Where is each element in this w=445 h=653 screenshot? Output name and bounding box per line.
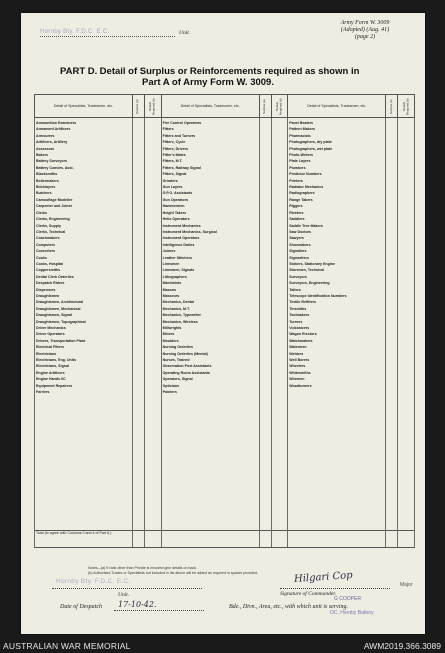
specialist-cell: Coachmakers [35, 235, 133, 241]
part-label: PART D. [60, 66, 98, 77]
specialist-cell: Coppersmiths [35, 267, 133, 273]
surplus-cell[interactable] [386, 523, 398, 530]
specialist-cell: Welders [288, 351, 386, 357]
specialist-cell: Plate Layers [288, 158, 386, 164]
specialist-cell: Signwriters [288, 255, 386, 261]
specialist-cell: Storemen, Technical [288, 267, 386, 273]
specialist-cell: Assessors [35, 146, 133, 152]
specialist-cell: Painters [161, 389, 259, 395]
unit-label-bottom: Unit. [118, 592, 130, 598]
rank-label: Major [400, 582, 413, 588]
specialist-cell: Camouflage Modeller [35, 197, 133, 203]
specialist-cell: Shoemakers [288, 242, 386, 248]
specialist-cell: Fitters, Cycle [161, 139, 259, 145]
unit-stamp-bottom: Hornby Bty. F.D.C. E.C. [56, 578, 131, 585]
specialist-cell: Stokers, Stationary Engine [288, 261, 386, 267]
specialist-cell: Cooks [35, 255, 133, 261]
total-label: Total (to agree with Columns 3 and 4 of Part A.) [35, 530, 133, 547]
total-row [35, 530, 415, 547]
specialist-cell: Draughtsmen, Signal [35, 312, 133, 318]
specialist-cell: Tailors [288, 287, 386, 293]
specialist-cell: Gun Operators [161, 197, 259, 203]
surplus-cell[interactable] [386, 118, 398, 127]
specialist-cell: Draughtsmen [35, 293, 133, 299]
col-header-specialist: Detail of Specialists, Tradesmen, etc. [35, 95, 133, 118]
specialist-cell: Clerks, Technical [35, 229, 133, 235]
total-cell [161, 530, 259, 547]
specialist-cell: Mechanics, Typewriter [161, 312, 259, 318]
specialist-cell: Masseurs [161, 293, 259, 299]
specialist-cell: Toolmakers [288, 312, 386, 318]
specialist-cell: Mechanics, Dental [161, 299, 259, 305]
total-cell [386, 530, 398, 547]
specialist-cell: Opticians [161, 383, 259, 389]
specialist-cell: Fitters [161, 126, 259, 132]
specialist-cell: Instrument Mechanics, Surgical [161, 229, 259, 235]
specialist-cell: Photo-Writers [288, 152, 386, 158]
specialist-cell: Wagon Erectors [288, 331, 386, 337]
specialist-cell: Draughtsmen, Architectural [35, 299, 133, 305]
specialist-cell: Artificers, Artillery [35, 139, 133, 145]
despatch-date: 17-10-42. [118, 600, 157, 609]
specialist-cell: Engine Artificers [35, 370, 133, 376]
date-line [114, 610, 204, 611]
col-header-surplus: Surplus (a) [132, 95, 144, 118]
surplus-cell[interactable] [259, 523, 271, 530]
specialist-cell: Saddle Tree Makers [288, 223, 386, 229]
specialist-cell: Lithographers [161, 274, 259, 280]
specialist-cell: Machinists [161, 280, 259, 286]
specialist-cell: Plumbers [288, 165, 386, 171]
bde-label: Bde., Divn., Area, etc., with which unit is serving. [229, 604, 348, 610]
specialist-cell: Engine Hands I/C [35, 376, 133, 382]
specialist-cell: Battery Comdrs. Asst. [35, 165, 133, 171]
specialist-cell: Sawyers [288, 235, 386, 241]
specialist-cell: Clerks, Supply [35, 223, 133, 229]
surplus-cell[interactable] [259, 118, 271, 127]
surplus-cell[interactable] [132, 523, 144, 530]
specialist-cell: Signallers [288, 248, 386, 254]
specialist-cell: Textile Refitters [288, 299, 386, 305]
col-header-required: Details Required (b) [144, 95, 161, 118]
specialist-cell: Millwrights [161, 325, 259, 331]
note-line: Notes—(a) If rank other than Private is involved give details on back. [88, 566, 198, 570]
specialist-cell: Whitesmiths [288, 370, 386, 376]
unit-line-bottom [52, 588, 202, 589]
specialist-cell: Vulcanizers [288, 325, 386, 331]
specialist-cell: Pattern Makers [288, 126, 386, 132]
required-cell[interactable] [398, 523, 415, 530]
specialist-cell: Operators, Signal [161, 376, 259, 382]
specialist-cell: Riggers [288, 203, 386, 209]
specialist-cell: Surveyors, Engineering [288, 280, 386, 286]
specialist-cell: Cooks, Hospital [35, 261, 133, 267]
col-header-required: Details Required (b) [271, 95, 288, 118]
specialist-cell: Fitters, Drivers [161, 146, 259, 152]
specialist-cell: Armament Artificers [35, 126, 133, 132]
specialist-cell: Nursing Orderlies (Mental) [161, 351, 259, 357]
specialist-cell: Mechanics, M.T. [161, 306, 259, 312]
specialist-cell: Electricians, Signal [35, 363, 133, 369]
specialist-cell: Riveters [288, 210, 386, 216]
specialist-cell: Armourers [35, 133, 133, 139]
specialist-cell: Watchmakers [288, 338, 386, 344]
specialist-cell: Helio Operators [161, 216, 259, 222]
required-cell[interactable] [144, 118, 161, 127]
commander-stamp-unit: OC. Hornby Battery [330, 610, 374, 616]
surplus-cell[interactable] [132, 118, 144, 127]
required-cell[interactable] [271, 118, 288, 127]
total-cell [398, 530, 415, 547]
specialist-cell: Fitters, Signal [161, 171, 259, 177]
specialist-cell: Turners [288, 319, 386, 325]
specialist-cell: Joiners [161, 248, 259, 254]
total-cell [288, 530, 386, 547]
specialist-cell: Clerks, Engineering [35, 216, 133, 222]
specialists-table [34, 94, 415, 548]
col-header-surplus: Surplus (a) [386, 95, 398, 118]
specialist-cell: Watermen [288, 344, 386, 350]
unit-stamp-top: Hornby Bty. F.D.C. E.C. [40, 29, 110, 35]
required-cell[interactable] [398, 118, 415, 127]
specialist-cell: Draughtsmen, Topographical [35, 319, 133, 325]
col-header-required: Details Required (b) [398, 95, 415, 118]
date-label: Date of Despatch [60, 604, 102, 610]
form-ref-line: (Adopted) (Aug. 41) [340, 27, 390, 33]
specialist-cell: Gun Layers [161, 184, 259, 190]
form-reference [320, 20, 410, 41]
specialist-cell: Leather Stitchers [161, 255, 259, 261]
specialist-cell: Farriers [35, 389, 133, 395]
specialist-cell: Miners [161, 331, 259, 337]
specialist-cell: Carpenter and Joiner [35, 203, 133, 209]
specialist-cell: Drivers, Transportation Plant [35, 338, 133, 344]
col-header-surplus: Surplus (a) [259, 95, 271, 118]
required-cell[interactable] [271, 523, 288, 530]
title-line-1: Detail of Surplus or Reinforcements required as shown in [99, 66, 360, 77]
specialist-cell: Fitters and Turners [161, 133, 259, 139]
specialist-cell: Radiographers [288, 190, 386, 196]
specialist-cell: Fitter's Mates [161, 152, 259, 158]
commander-stamp: G COOPER [334, 596, 361, 602]
specialist-cell: Electricians [35, 351, 133, 357]
signature-caption: Signature of Commander. [280, 591, 337, 597]
specialist-cell [35, 523, 133, 530]
unit-line-top [40, 36, 175, 37]
specialist-cell: Equipment Repairers [35, 383, 133, 389]
specialist-cell: Woodturners [288, 383, 386, 389]
specialist-cell: Tinsmiths [288, 306, 386, 312]
title-line-2: Part A of Army Form W. 3009. [142, 77, 274, 88]
note-line: (b) Authorised Trades or Specialists not included in list above will be added as required in spaces provided. [88, 571, 259, 575]
specialist-cell: Well Borers [288, 357, 386, 363]
specialist-cell: Ammunition Examiners [35, 118, 133, 127]
specialist-cell: Nurses, Trained [161, 357, 259, 363]
specialist-cell: Grinders [161, 178, 259, 184]
specialist-cell [288, 523, 386, 530]
specialist-cell: Wiremen [288, 376, 386, 382]
specialist-cell: Bakers [35, 152, 133, 158]
specialist-cell: Boilermakers [35, 178, 133, 184]
specialist-cell: Operating Room Assistants [161, 370, 259, 376]
form-ref-line: (page 2) [354, 34, 376, 40]
specialist-cell: Linesmen [161, 261, 259, 267]
specialist-cell: Draughtsmen, Mechanical [35, 306, 133, 312]
specialist-cell: Mechanics, Wireless [161, 319, 259, 325]
specialist-cell: Computers [35, 242, 133, 248]
specialist-cell: Telescope Identification Numbers [288, 293, 386, 299]
specialist-cell: Butchers [35, 190, 133, 196]
specialist-cell: Intelligence Duties [161, 242, 259, 248]
unit-label-top: Unit. [179, 30, 191, 36]
specialist-cell: Fitters, Railway Signal [161, 165, 259, 171]
specialist-cell: Observation Post Assistants [161, 363, 259, 369]
specialist-cell: Driver Mechanics [35, 325, 133, 331]
specialist-cell: Predictor Numbers [288, 171, 386, 177]
specialist-cell: Masons [161, 287, 259, 293]
specialist-cell: Nursing Orderlies [161, 344, 259, 350]
col-header-specialist: Detail of Specialists, Tradesmen, etc. [161, 95, 259, 118]
specialist-cell [161, 523, 259, 530]
specialist-cell: Dispensers [35, 287, 133, 293]
specialist-cell: Fitters, M.T. [161, 158, 259, 164]
specialist-cell: Driver Operators [35, 331, 133, 337]
specialist-cell: Photographers, wet plate [288, 146, 386, 152]
specialist-cell: Saw Doctors [288, 229, 386, 235]
specialist-cell: Range Takers [288, 197, 386, 203]
commander-signature: Hilgari Cop [293, 569, 354, 586]
total-cell [132, 530, 144, 547]
specialist-cell: Saddlers [288, 216, 386, 222]
specialist-cell: Fire Control Operators [161, 118, 259, 127]
specialist-cell: Concreters [35, 248, 133, 254]
form-ref-line: Army Form W. 3009 [340, 20, 390, 26]
specialist-cell: Pharmacists [288, 133, 386, 139]
specialist-cell: Blacksmiths [35, 171, 133, 177]
specialist-cell: Clerks [35, 210, 133, 216]
specialist-cell: Printers [288, 178, 386, 184]
specialist-cell: Electrical Fitters [35, 344, 133, 350]
specialist-cell: Moulders [161, 338, 259, 344]
specialist-cell: Radiator Mechanics [288, 184, 386, 190]
specialist-cell: Linesmen, Signals [161, 267, 259, 273]
specialist-cell: Panel Beaters [288, 118, 386, 127]
specialist-cell: Wheelers [288, 363, 386, 369]
specialist-cell: Photographers, dry plate [288, 139, 386, 145]
form-title [60, 66, 390, 88]
specialist-cell: Surveyors [288, 274, 386, 280]
form-notes [88, 566, 258, 576]
specialist-cell: Height Takers [161, 210, 259, 216]
table-header-row [35, 95, 415, 118]
specialist-cell: Hammermen [161, 203, 259, 209]
col-header-specialist: Detail of Specialists, Tradesmen, etc. [288, 95, 386, 118]
archive-accession: AWM2019.366.3089 [363, 641, 441, 651]
total-cell [271, 530, 288, 547]
required-cell[interactable] [144, 523, 161, 530]
specialist-cell: Bricklayers [35, 184, 133, 190]
table-row [35, 118, 415, 127]
signature-line [280, 588, 390, 589]
specialist-cell: Battery Surveyors [35, 158, 133, 164]
total-cell [144, 530, 161, 547]
archive-caption: AUSTRALIAN WAR MEMORIAL [3, 641, 131, 651]
specialist-cell: Electricians, Eng. Units [35, 357, 133, 363]
specialist-cell: Instrument Mechanics [161, 223, 259, 229]
specialist-cell: Instrument Operators [161, 235, 259, 241]
specialist-cell: G.P.O. Assistants [161, 190, 259, 196]
table-row [35, 523, 415, 530]
specialist-cell: Despatch Riders [35, 280, 133, 286]
total-cell [259, 530, 271, 547]
specialist-cell: Dental Clerk Orderlies [35, 274, 133, 280]
